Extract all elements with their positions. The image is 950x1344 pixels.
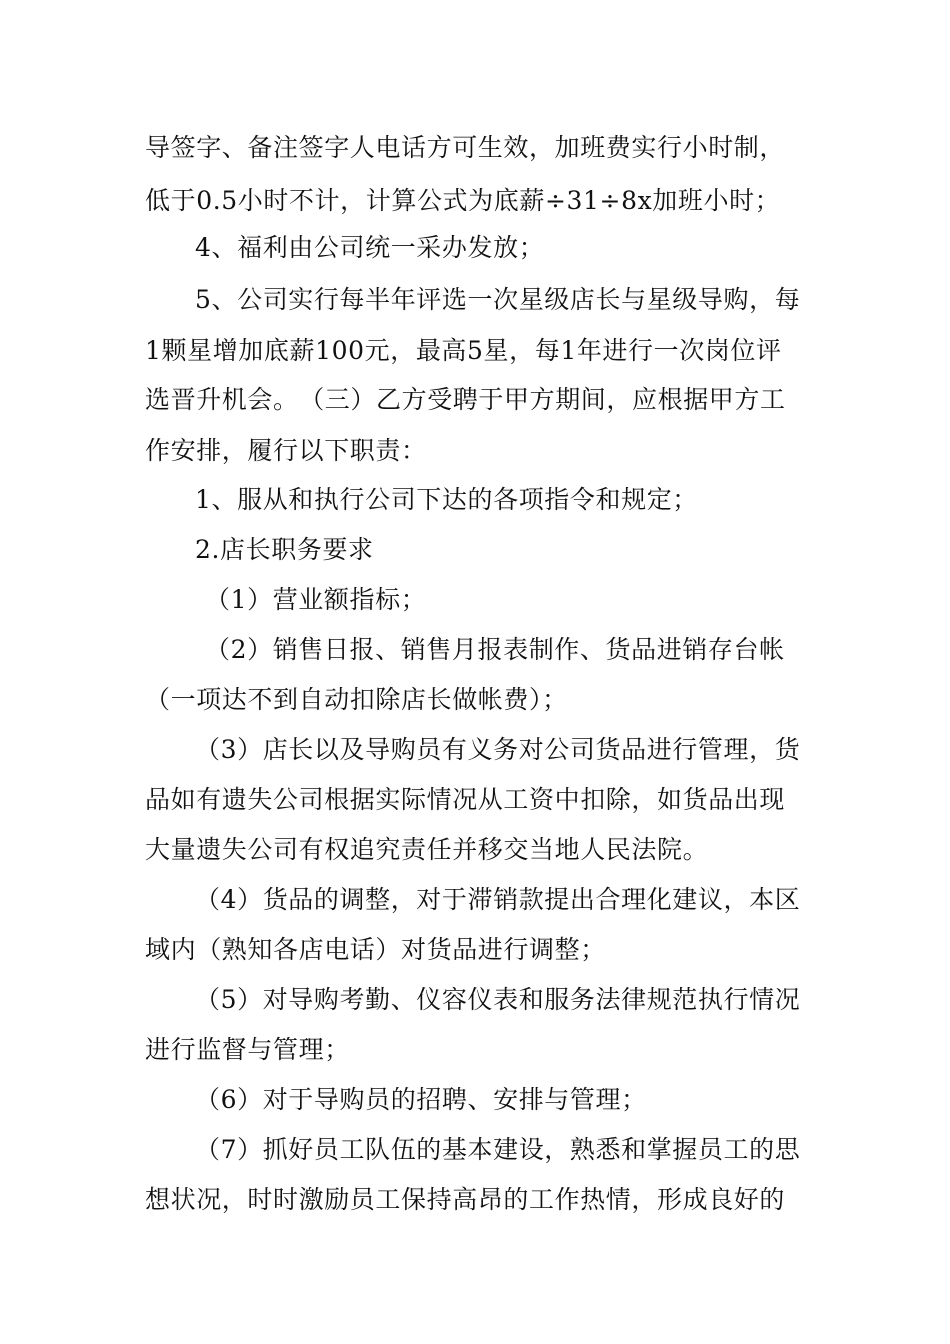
text-line: （2）销售日报、销售月报表制作、货品进销存台帐 bbox=[205, 635, 785, 664]
text-line: 导签字、备注签字人电话方可生效，加班费实行小时制， bbox=[145, 133, 786, 162]
text-line: 1、服从和执行公司下达的各项指令和规定； bbox=[195, 485, 698, 514]
text-line: （一项达不到自动扣除店长做帐费）； bbox=[145, 685, 568, 714]
text-line: （3）店长以及导购员有义务对公司货品进行管理，货 bbox=[195, 735, 801, 764]
text-line: 4、福利由公司统一采办发放； bbox=[195, 233, 545, 262]
text-line: 品如有遗失公司根据实际情况从工资中扣除，如货品出现 bbox=[145, 785, 786, 814]
text-line: 选晋升机会。 （三）乙方受聘于甲方期间，应根据甲方工 bbox=[145, 385, 786, 414]
text-line: （7）抓好员工队伍的基本建设，熟悉和掌握员工的思 bbox=[195, 1135, 801, 1164]
text-line: 5、公司实行每半年评选一次星级店长与星级导购，每 bbox=[195, 285, 801, 314]
text-line: 低于0.5小时不计，计算公式为底薪÷31÷8x加班小时； bbox=[145, 186, 781, 215]
text-line: （4）货品的调整，对于滞销款提出合理化建议，本区 bbox=[195, 885, 801, 914]
text-line: 大量遗失公司有权追究责任并移交当地人民法院。 bbox=[145, 835, 709, 864]
text-line: 想状况，时时激励员工保持高昂的工作热情，形成良好的 bbox=[145, 1185, 786, 1214]
text-line: 作安排，履行以下职责： bbox=[145, 436, 427, 465]
text-line: （5）对导购考勤、仪容仪表和服务法律规范执行情况 bbox=[195, 985, 801, 1014]
text-line: 域内（熟知各店电话）对货品进行调整； bbox=[145, 935, 606, 964]
text-line: （6）对于导购员的招聘、安排与管理； bbox=[195, 1085, 647, 1114]
text-line: （1）营业额指标； bbox=[205, 585, 427, 614]
text-line: 1颗星增加底薪100元，最高5星，每1年进行一次岗位评 bbox=[145, 336, 782, 365]
text-line: 进行监督与管理； bbox=[145, 1035, 350, 1064]
text-line: 2.店长职务要求 bbox=[195, 535, 374, 564]
